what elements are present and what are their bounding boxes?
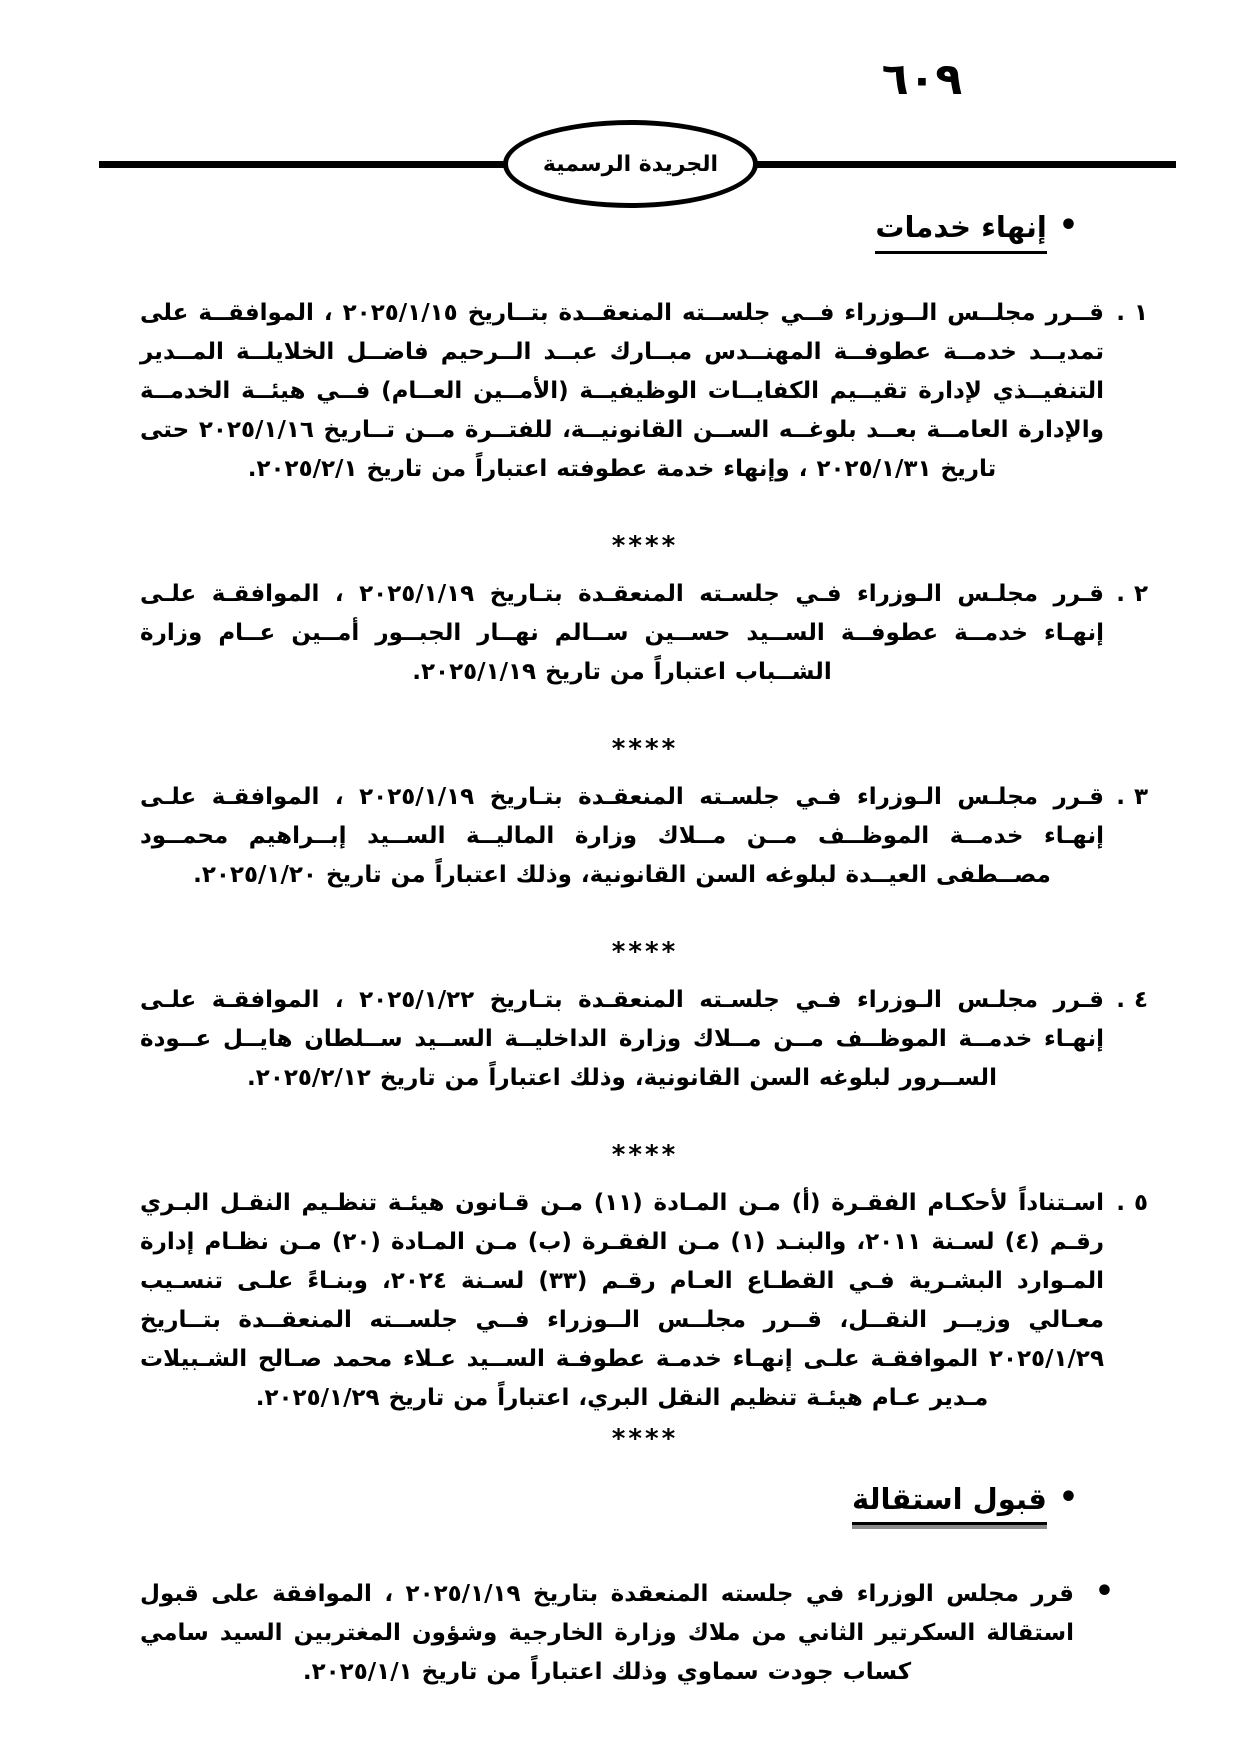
decree-item-5 bbox=[140, 1184, 1150, 1418]
decree-item-2 bbox=[140, 575, 1150, 692]
resignation-decree-item bbox=[140, 1574, 1114, 1692]
item-number: ٣ . bbox=[1116, 783, 1148, 810]
section-heading-termination bbox=[140, 206, 1078, 254]
section-heading-resignation bbox=[140, 1478, 1078, 1526]
section-title-termination: إنهاء خدمات bbox=[875, 209, 1046, 254]
section-separator: **** bbox=[611, 1139, 679, 1170]
bullet-icon: • bbox=[1094, 1574, 1114, 1610]
item-text: قرر مجلس الوزراء في جلسته المنعقدة بتاريخ ٢٠٢٥/١/١٩ ، الموافقة على قبول استقالة السكرتير الثاني من ملاك وزارة الخارجية وشؤون المغتربين السيد سامي كساب جودت سماوي وذلك اعتباراً من تاريخ ٢٠٢٥/١/١. bbox=[140, 1581, 1074, 1686]
decree-item-4 bbox=[140, 981, 1150, 1098]
item-text: قـرر مجلـس الـوزراء فـي جلسـته المنعقـدة بتـاريخ ٢٠٢٥/١/١٩ ، الموافقـة علـى إنهـاء خدمــة عطوفــة الســيد حســين ســالم نهــار الجبــور أمــين عــام وزارة الشــباب اعتباراً من تاريخ ٢٠٢٥/١/١٩. bbox=[140, 580, 1104, 685]
gazette-title-text: الجريدة الرسمية bbox=[542, 151, 719, 177]
section-separator: **** bbox=[611, 530, 679, 561]
decree-item-3 bbox=[140, 778, 1150, 895]
section-separator: **** bbox=[611, 733, 679, 764]
item-text: قـرر مجلـس الـوزراء فـي جلسـته المنعقـدة بتـاريخ ٢٠٢٥/١/٢٢ ، الموافقـة علـى إنهـاء خدمــة الموظــف مــن مــلاك وزارة الداخليــة الســيد ســلطان هايــل عــودة الســرور لبلوغه السن القانونية، وذلك اعتباراً من تاريخ ٢٠٢٥/٢/١٢. bbox=[140, 986, 1104, 1091]
item-number: ١ . bbox=[1116, 299, 1148, 326]
section-separator: **** bbox=[611, 936, 679, 967]
item-number: ٢ . bbox=[1116, 580, 1148, 607]
item-text: اسـتناداً لأحكـام الفقـرة (أ) مـن المـادة (١١) مـن قـانون هيئـة تنظـيم النقـل البـري رقـم (٤) لسـنة ٢٠١١، والبنـد (١) مـن الفقـرة (ب) مـن المـادة (٢٠) مـن نظـام إدارة المـوارد البشـرية فـي القطـاع العـام رقـم (٣٣) لسـنة ٢٠٢٤، وبنـاءً علـى تنسـيب معـالي وزيــر النقــل، قــرر مجلــس الــوزراء فــي جلســته المنعقــدة بتــاريخ ٢٠٢٥/١/٢٩ الموافقـة علـى إنهـاء خدمـة عطوفـة الســيد عـلاء محمد صـالح الشـبيلات مـدير عـام هيئـة تنظيم النقل البري، اعتباراً من تاريخ ٢٠٢٥/١/٢٩. bbox=[140, 1189, 1104, 1411]
decree-item-1 bbox=[140, 294, 1150, 489]
page-number: ٦٠٩ bbox=[881, 54, 963, 105]
gazette-title-badge bbox=[503, 120, 758, 208]
section-separator: **** bbox=[611, 1423, 679, 1454]
page-content bbox=[140, 206, 1150, 1692]
item-number: ٤ . bbox=[1116, 986, 1148, 1013]
bullet-icon: • bbox=[1058, 208, 1078, 243]
section-title-resignation: قبول استقالة bbox=[852, 1481, 1047, 1526]
item-text: قــرر مجلــس الــوزراء فــي جلســته المنعقــدة بتــاريخ ٢٠٢٥/١/١٥ ، الموافقــة على تمديــد خدمــة عطوفــة المهنــدس مبــارك عبــد الــرحيم فاضــل الخلايلــة المــدير التنفيــذي لإدارة تقيــيم الكفايــات الوظيفيــة (الأمــين العــام) فــي هيئــة الخدمــة والإدارة العامــة بعــد بلوغــه الســن القانونيــة، للفتــرة مــن تــاريخ ٢٠٢٥/١/١٦ حتى تاريخ ٢٠٢٥/١/٣١ ، وإنهاء خدمة عطوفته اعتباراً من تاريخ ٢٠٢٥/٢/١. bbox=[140, 299, 1104, 482]
item-number: ٥ . bbox=[1116, 1189, 1148, 1216]
bullet-icon: • bbox=[1058, 1479, 1078, 1515]
item-text: قـرر مجلـس الـوزراء فـي جلسـته المنعقـدة بتـاريخ ٢٠٢٥/١/١٩ ، الموافقـة علـى إنهـاء خدمــة الموظــف مــن مــلاك وزارة الماليــة الســيد إبــراهيم محمــود مصــطفى العيــدة لبلوغه السن القانونية، وذلك اعتباراً من تاريخ ٢٠٢٥/١/٢٠. bbox=[140, 783, 1104, 888]
